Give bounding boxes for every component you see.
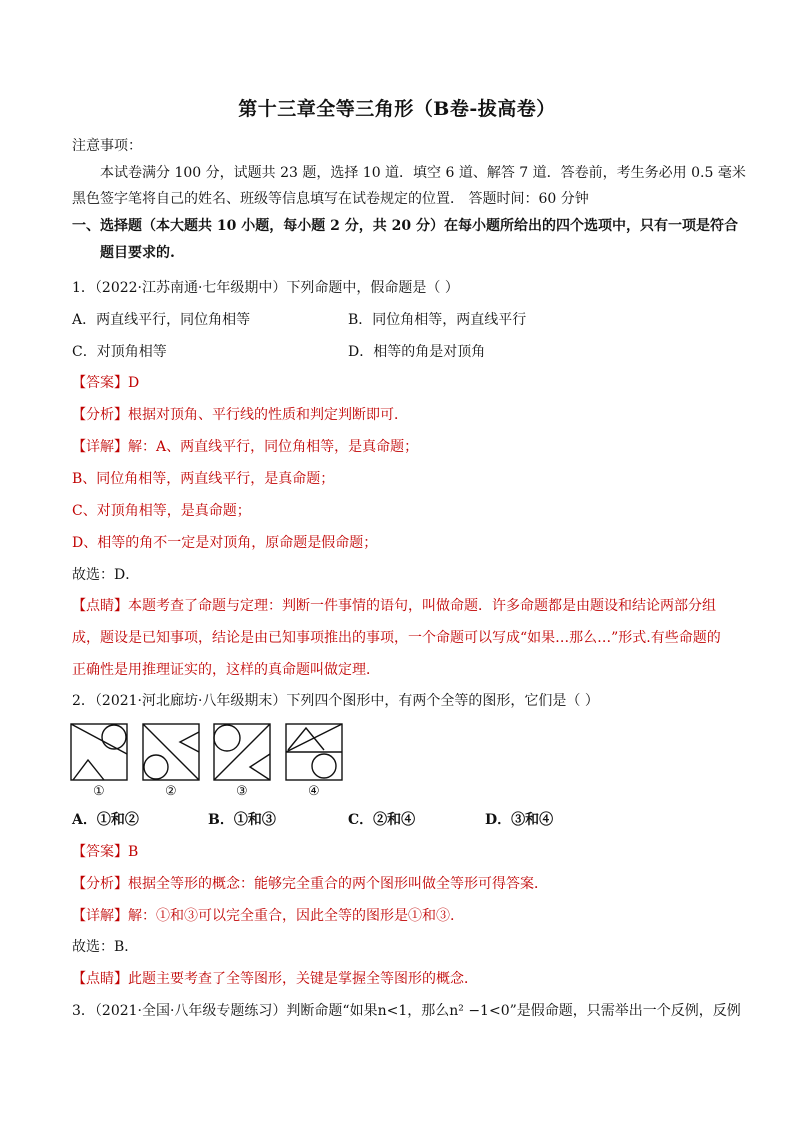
- comment-tag: 【点睛】: [72, 971, 128, 987]
- q1-comment-2: 成，题设是已知事项，结论是由已知事项推出的事项，一个命题可以写成“如果…那么…”形式.有些命题的: [72, 630, 721, 646]
- q1-answer: [72, 373, 139, 393]
- comment-tag: 【点睛】: [72, 598, 128, 614]
- answer-value: D: [128, 375, 140, 391]
- q1-option-a: A．两直线平行，同位角相等: [72, 312, 251, 328]
- notice-line-2: 黑色签字笔将自己的姓名、班级等信息填写在试卷规定的位置． 答题时间：60 分钟: [72, 191, 589, 207]
- q2-comment: [72, 969, 478, 989]
- q2-option-b: B．①和③: [208, 812, 276, 828]
- q1-option-d: D．相等的角是对顶角: [348, 344, 486, 360]
- section-1-heading: 一、选择题（本大题共 10 小题，每小题 2 分，共 20 分）在每小题所给出的四个选项中，只有一项是符合: [72, 218, 738, 234]
- detail-tag: 【详解】: [72, 439, 128, 455]
- q2-stem: 2．（2021·河北廊坊·八年级期末）下列四个图形中，有两个全等的图形，它们是（ ）: [72, 693, 599, 709]
- section-1-heading-cont: 题目要求的.: [100, 245, 175, 261]
- answer-tag: 【答案】: [72, 844, 128, 860]
- figure-label-4: ④: [308, 784, 320, 799]
- notice-line-1: 本试卷满分 100 分，试题共 23 题，选择 10 道．填空 6 道、解答 7 道．答卷前，考生务必用 0.5 毫米: [100, 165, 746, 181]
- q2-choose: 故选：B．: [72, 939, 139, 955]
- detail-tag: 【详解】: [72, 908, 128, 924]
- q1-stem: 1．（2022·江苏南通·七年级期中）下列命题中，假命题是（ ）: [72, 280, 459, 296]
- q2-option-a: A．①和②: [72, 812, 139, 828]
- q1-comment-3: 正确性是用推理证实的，这样的真命题叫做定理．: [72, 662, 380, 678]
- figure-3: [214, 724, 270, 780]
- q2-option-d: D．③和④: [485, 812, 554, 828]
- q1-detail-2: B、同位角相等，两直线平行，是真命题；: [72, 471, 335, 487]
- q1-analysis: [72, 405, 408, 425]
- analysis-text: 根据对顶角、平行线的性质和判定判断即可．: [128, 407, 408, 423]
- figure-label-1: ①: [93, 784, 105, 799]
- page-title: 第十三章全等三角形（B卷-拔高卷）: [238, 98, 556, 120]
- figure-2: [143, 724, 199, 780]
- analysis-tag: 【分析】: [72, 876, 128, 892]
- detail-text: 解：A、两直线平行，同位角相等，是真命题；: [128, 439, 419, 455]
- q1-comment: [72, 596, 716, 616]
- q2-option-c: C．②和④: [348, 812, 416, 828]
- q1-choose: 故选：D．: [72, 567, 140, 583]
- q1-detail-3: C、对顶角相等，是真命题；: [72, 503, 251, 519]
- notice-heading: 注意事项：: [72, 138, 142, 154]
- q2-figures: [70, 722, 360, 784]
- figure-1: [71, 724, 127, 780]
- detail-text: 解：①和③可以完全重合，因此全等的图形是①和③.: [128, 908, 455, 924]
- analysis-text: 根据全等形的概念：能够完全重合的两个图形叫做全等形可得答案．: [128, 876, 548, 892]
- analysis-tag: 【分析】: [72, 407, 128, 423]
- figure-4: [286, 724, 342, 780]
- answer-tag: 【答案】: [72, 375, 128, 391]
- q2-answer: [72, 842, 138, 862]
- q3-stem: 3．（2021·全国·八年级专题练习）判断命题“如果n<1，那么n² −1<0”是假命题，只需举出一个反例，反例: [72, 1003, 741, 1019]
- q2-detail: [72, 906, 454, 926]
- q1-option-c: C．对顶角相等: [72, 344, 167, 360]
- figure-label-2: ②: [165, 784, 177, 799]
- answer-value: B: [128, 844, 139, 860]
- q1-detail: [72, 437, 418, 457]
- q1-option-b: B．同位角相等，两直线平行: [348, 312, 527, 328]
- q1-detail-4: D、相等的角不一定是对顶角，原命题是假命题；: [72, 535, 378, 551]
- q2-analysis: [72, 874, 548, 894]
- figure-label-3: ③: [236, 784, 248, 799]
- comment-text: 此题主要考查了全等图形，关键是掌握全等图形的概念．: [128, 971, 478, 987]
- comment-text: 本题考查了命题与定理：判断一件事情的语句，叫做命题．许多命题都是由题设和结论两部分组: [128, 598, 716, 614]
